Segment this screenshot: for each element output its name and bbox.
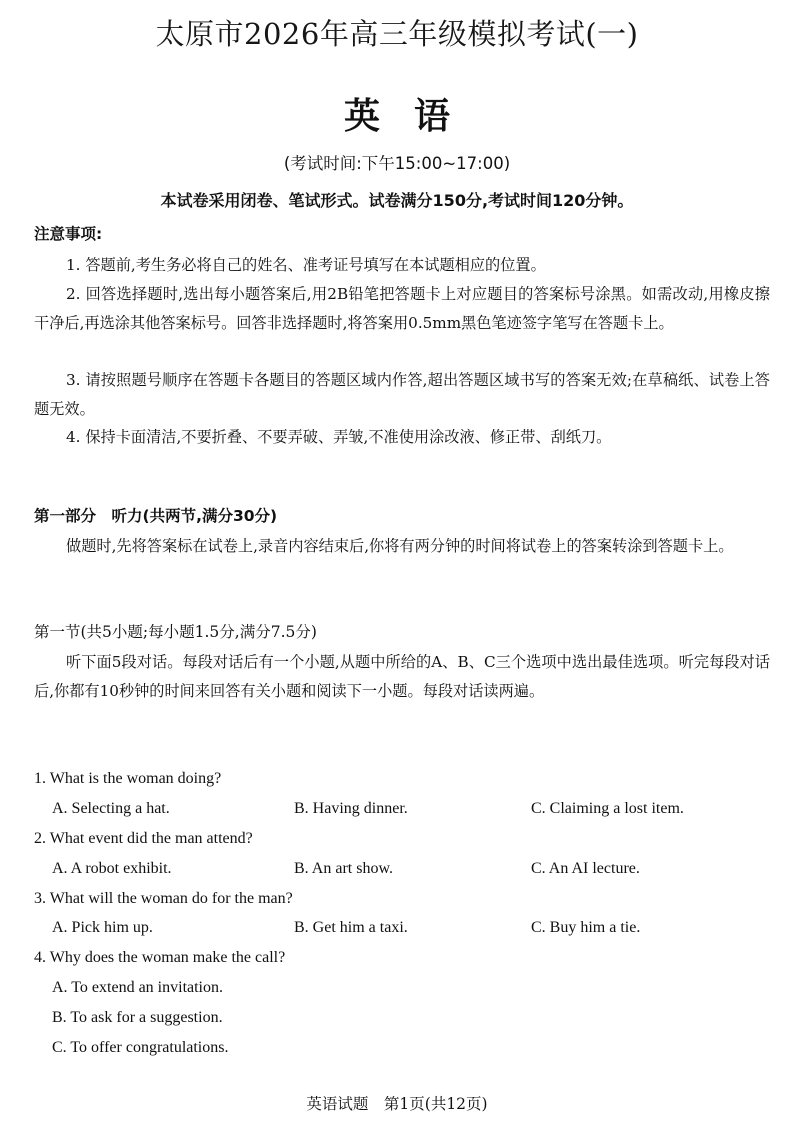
exam-intro: 本试卷采用闭卷、笔试形式。试卷满分150分,考试时间120分钟。 xyxy=(160,191,634,210)
option-b: B. Get him a taxi. xyxy=(294,919,408,936)
option-a: A. A robot exhibit. xyxy=(52,860,172,877)
question-stem: 4. Why does the woman make the call? xyxy=(34,949,286,966)
notice-item: 2. 回答选择题时,选出每小题答案后,用2B铅笔把答题卡上对应题目的答案标号涂黑。如需改动,用橡皮擦干净后,再选涂其他答案标号。回答非选择题时,将答案用0.5mm黑色笔迹签字笔写在答题卡上。 xyxy=(34,285,770,332)
exam-time: (考试时间:下午15:00~17:00) xyxy=(283,154,511,173)
question-stem: 3. What will the woman do for the man? xyxy=(34,890,293,907)
notice-item: 3. 请按照题号顺序在答题卡各题目的答题区域内作答,超出答题区域书写的答案无效;在草稿纸、试卷上答题无效。 xyxy=(34,371,770,418)
option-b: B. To ask for a suggestion. xyxy=(52,1009,223,1026)
section1-instruction: 听下面5段对话。每段对话后有一个小题,从题中所给的A、B、C三个选项中选出最佳选项。听完每段对话后,你都有10秒钟的时间来回答有关小题和阅读下一小题。每段对话读两遍。 xyxy=(34,653,770,700)
part1-instruction: 做题时,先将答案标在试卷上,录音内容结束后,你将有两分钟的时间将试卷上的答案转涂到答题卡上。 xyxy=(66,537,734,555)
page-footer: 英语试题 第1页(共12页) xyxy=(306,1095,488,1113)
option-b: B. An art show. xyxy=(294,860,393,877)
notice-heading: 注意事项: xyxy=(34,225,103,243)
subject-title: 英语 xyxy=(343,96,484,137)
exam-title: 太原市2026年高三年级模拟考试(一) xyxy=(155,17,639,51)
option-c: C. To offer congratulations. xyxy=(52,1039,229,1056)
notice-item: 1. 答题前,考生务必将自己的姓名、准考证号填写在本试题相应的位置。 xyxy=(66,256,546,274)
part1-heading: 第一部分 听力(共两节,满分30分) xyxy=(34,507,278,525)
question-stem: 1. What is the woman doing? xyxy=(34,770,222,787)
option-a: A. To extend an invitation. xyxy=(52,979,223,996)
option-c: C. An AI lecture. xyxy=(531,860,640,877)
question-stem: 2. What event did the man attend? xyxy=(34,830,253,847)
option-a: A. Selecting a hat. xyxy=(52,800,170,817)
option-a: A. Pick him up. xyxy=(52,919,153,936)
section1-heading: 第一节(共5小题;每小题1.5分,满分7.5分) xyxy=(34,623,317,641)
option-c: C. Buy him a tie. xyxy=(531,919,641,936)
option-c: C. Claiming a lost item. xyxy=(531,800,684,817)
option-b: B. Having dinner. xyxy=(294,800,408,817)
notice-item: 4. 保持卡面清洁,不要折叠、不要弄破、弄皱,不准使用涂改液、修正带、刮纸刀。 xyxy=(66,428,612,446)
